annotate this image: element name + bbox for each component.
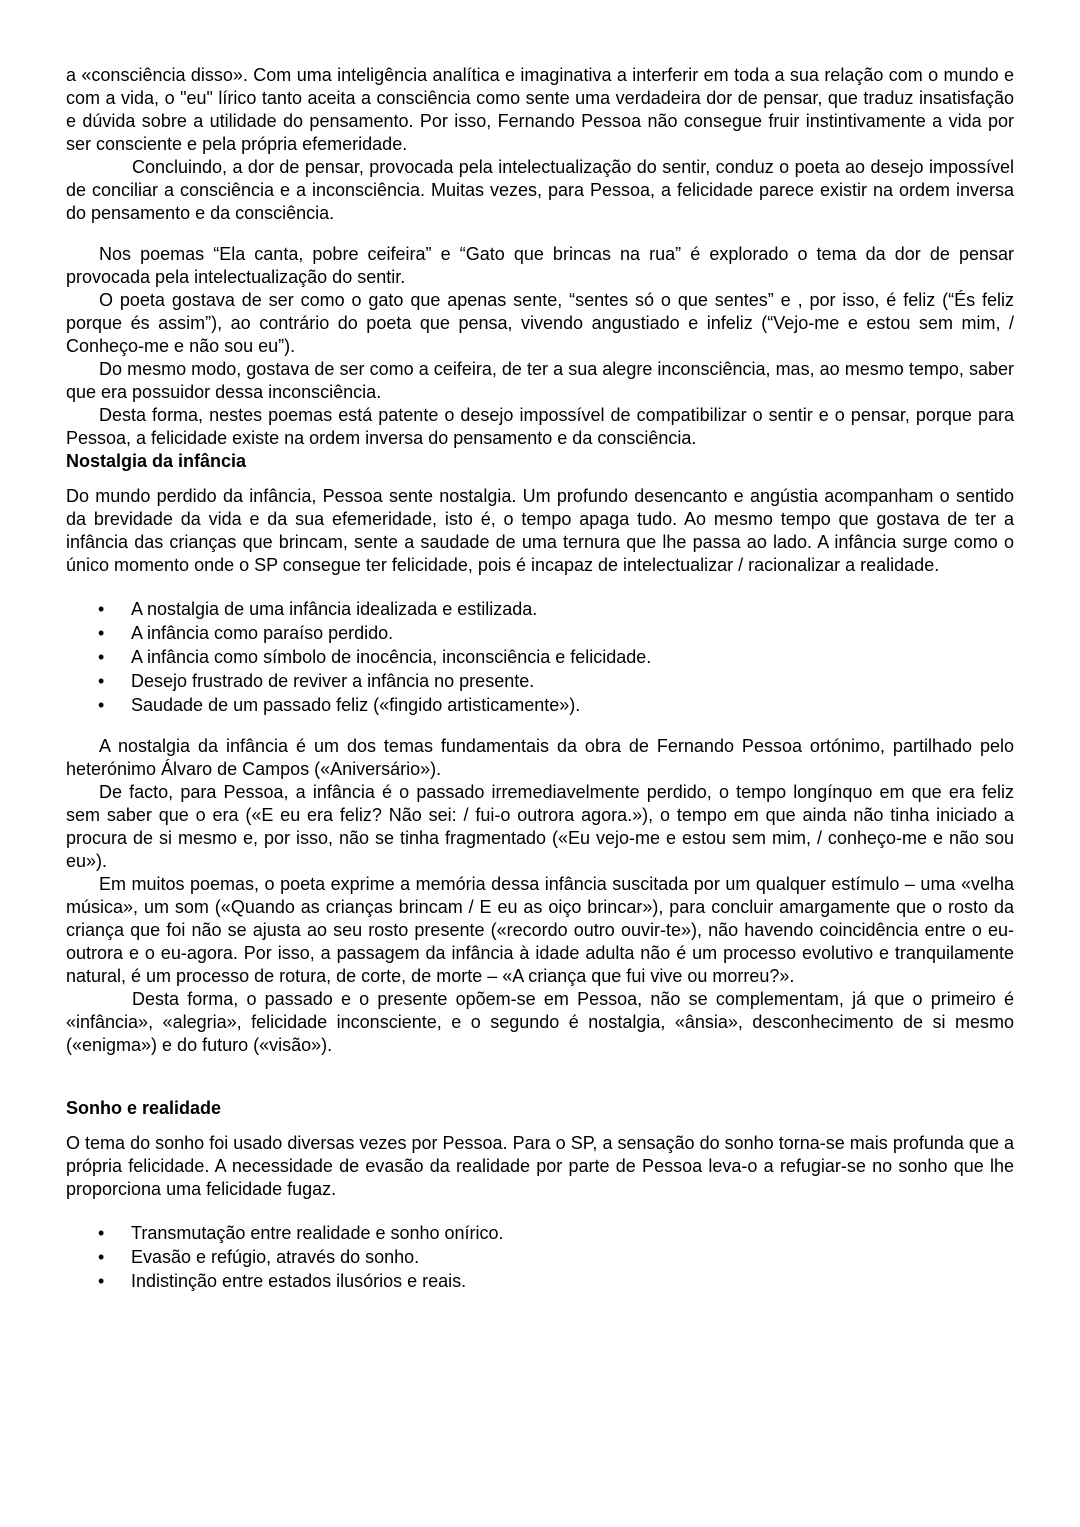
list-item: • A nostalgia de uma infância idealizada e estilizada. bbox=[98, 599, 538, 619]
bullet-icon: • bbox=[98, 1271, 105, 1291]
bullet-icon: • bbox=[98, 671, 105, 691]
nostalgia-intro: Do mundo perdido da infância, Pessoa sente nostalgia. Um profundo desencanto e angústia acompanham o sentido da brevidade da vida e da sua efemeridade, isto é, o tempo apaga tudo. Ao mesmo tempo que gostava de ter a infância das crianças que brincam, sente a saudade de uma ternura que lhe passa ao lado. A infância surge como o único momento onde o SP consegue ter felicidade, pois é incapaz de intelectualizar / racionalizar a realidade. bbox=[66, 486, 1014, 575]
intro-paragraph-3: Nos poemas “Ela canta, pobre ceifeira” e “Gato que brincas na rua” é explorado o tema da dor de pensar provocada pela intelectualização do sentir. bbox=[66, 244, 1014, 287]
intro-paragraph-2: Concluindo, a dor de pensar, provocada pela intelectualização do sentir, conduz o poeta ao desejo impossível de conciliar a consciência e a inconsciência. Muitas vezes, para Pessoa, a felicidade parece existir na ordem inversa do pensamento e da consciência. bbox=[66, 157, 1014, 223]
nostalgia-paragraph-4: Desta forma, o passado e o presente opõem-se em Pessoa, não se complementam, já que o primeiro é «infância», «alegria», felicidade inconsciente, e o segundo é nostalgia, «ânsia», desconhecimento de si mesmo («enigma») e do futuro («visão»). bbox=[66, 989, 1014, 1055]
list-item: • A infância como símbolo de inocência, inconsciência e felicidade. bbox=[98, 647, 652, 667]
list-item: • A infância como paraíso perdido. bbox=[98, 623, 394, 643]
intro-paragraph-6: Desta forma, nestes poemas está patente o desejo impossível de compatibilizar o sentir e o pensar, porque para Pessoa, a felicidade existe na ordem inversa do pensamento e da consciência. bbox=[66, 405, 1014, 448]
bullet-icon: • bbox=[98, 623, 105, 643]
bullet-icon: • bbox=[98, 1247, 105, 1267]
intro-paragraph-4: O poeta gostava de ser como o gato que apenas sente, “sentes só o que sentes” e , por isso, é feliz (“És feliz porque és assim”), ao contrário do poeta que pensa, vivendo angustiado e infeliz (“Vejo-me e estou sem mim, / Conheço-me e não sou eu”). bbox=[66, 290, 1014, 356]
intro-paragraph-5: Do mesmo modo, gostava de ser como a ceifeira, de ter a sua alegre inconsciência, mas, ao mesmo tempo, saber que era possuidor dessa inconsciência. bbox=[66, 359, 1014, 402]
nostalgia-paragraph-1: A nostalgia da infância é um dos temas fundamentais da obra de Fernando Pessoa ortónimo, partilhado pelo heterónimo Álvaro de Campos («Aniversário»). bbox=[66, 736, 1014, 779]
bullet-icon: • bbox=[98, 1223, 105, 1243]
list-item: • Indistinção entre estados ilusórios e reais. bbox=[98, 1271, 467, 1291]
section-heading-nostalgia: Nostalgia da infância bbox=[66, 451, 247, 471]
nostalgia-paragraph-2: De facto, para Pessoa, a infância é o passado irremediavelmente perdido, o tempo longínquo em que era feliz sem saber que o era («E eu era feliz? Não sei: / fui-o outrora agora.»), o tempo em que ainda não tinha iniciado a procura de si mesmo e, por isso, não se tinha fragmentado («Eu vejo-me e estou sem mim, / conheço-me e não sou eu»). bbox=[66, 782, 1014, 871]
bullet-icon: • bbox=[98, 647, 105, 667]
bullet-icon: • bbox=[98, 599, 105, 619]
intro-paragraph-1: a «consciência disso». Com uma inteligência analítica e imaginativa a interferir em toda a sua relação com o mundo e com a vida, o "eu" lírico tanto aceita a consciência como sente uma verdadeira dor de pensar, que traduz insatisfação e dúvida sobre a utilidade do pensamento. Por isso, Fernando Pessoa não consegue fruir instintivamente a vida por ser consciente e pela própria efemeridade. bbox=[66, 65, 1014, 154]
sonho-bullet-list bbox=[66, 1221, 1014, 1293]
list-item: • Saudade de um passado feliz («fingido artisticamente»). bbox=[98, 695, 581, 715]
nostalgia-bullet-list bbox=[66, 597, 1014, 717]
nostalgia-paragraph-3: Em muitos poemas, o poeta exprime a memória dessa infância suscitada por um qualquer estímulo – uma «velha música», um som («Quando as crianças brincam / E eu as oiço brincar»), para concluir amargamente que o rosto da criança que foi não se ajusta ao seu rosto presente («recordo outro ouvir-te»), não havendo coincidência entre o eu-outrora e o eu-agora. Por isso, a passagem da infância à idade adulta não é um processo evolutivo e tranquilamente natural, é um processo de rotura, de corte, de morte – «A criança que fui vive ou morreu?». bbox=[66, 874, 1014, 986]
list-item: • Evasão e refúgio, através do sonho. bbox=[98, 1247, 420, 1267]
sonho-intro: O tema do sonho foi usado diversas vezes por Pessoa. Para o SP, a sensação do sonho torna-se mais profunda que a própria felicidade. A necessidade de evasão da realidade por parte de Pessoa leva-o a refugiar-se no sonho que lhe proporciona uma felicidade fugaz. bbox=[66, 1133, 1014, 1199]
section-heading-sonho: Sonho e realidade bbox=[66, 1098, 222, 1118]
list-item: • Desejo frustrado de reviver a infância no presente. bbox=[98, 671, 535, 691]
bullet-icon: • bbox=[98, 695, 105, 715]
list-item: • Transmutação entre realidade e sonho onírico. bbox=[98, 1223, 504, 1243]
